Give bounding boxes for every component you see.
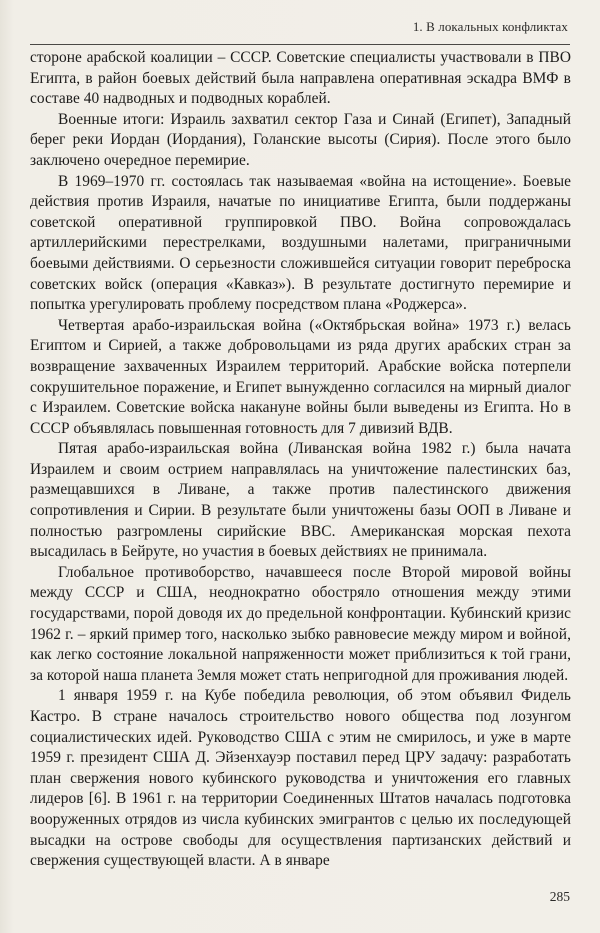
body-text [30, 48, 571, 872]
paragraph: Военные итоги: Израиль захватил сектор Газа и Синай (Египет), Западный берег реки Иордан (Иордания), Голанские высоты (Сирия). После этого было заключено очередное перемирие. [30, 110, 571, 169]
running-title: 1. В локальных конфликтах [412, 19, 568, 34]
paragraph: Четвертая арабо-израильская война («Октябрьская война» 1973 г.) велась Египтом и Сирией, а также добровольцами из ряда других арабских стран за возвращение захваченных Израилем территорий. Арабские войска потерпели сокрушительное поражение, и Египет вынужденно согласился на мирный диалог с Израилем. Советские войска накануне войны были выведены из Египта. Но в СССР объявлялась повышенная готовность для 7 дивизий ВДВ. [30, 316, 571, 437]
paragraph: 1 января 1959 г. на Кубе победила революция, об этом объявил Фидель Кастро. В стране началось строительство нового общества под лозунгом социалистических идей. Руководство США с этим не смирилось, и уже в марте 1959 г. президент США Д. Эйзенхауэр поставил перед ЦРУ задачу: разработать план свержения нового кубинского руководства и уничтожения его главных лидеров [6]. В 1961 г. на территории Соединенных Штатов началась подготовка вооруженных отрядов из числа кубинских эмигрантов с целью их последующей высадки на острове свободы для осуществления партизанских действий и свержения существующей власти. А в январе [30, 687, 571, 870]
paragraph: стороне арабской коалиции – СССР. Советские специалисты участвовали в ПВО Египта, в район боевых действий была направлена оперативная эскадра ВМФ в составе 40 надводных и подводных кораблей. [30, 49, 571, 108]
page-number: 285 [549, 889, 570, 904]
paragraph: В 1969–1970 гг. состоялась так называемая «война на истощение». Боевые действия против Израиля, начатые по инициативе Египта, были поддержаны советской оперативной группировкой ПВО. Война сопровождалась артиллерийскими перестрелками, воздушными налетами, приграничными боевыми действиями. О серьезности сложившейся ситуации говорит переброска советских войск (операция «Кавказ»). В результате достигнуто перемирие и попытка урегулировать проблему посредством плана «Роджерса». [30, 172, 571, 314]
paragraph: Глобальное противоборство, начавшееся после Второй мировой войны между СССР и США, неоднократно обостряло отношения между этими государствами, порой доводя их до предельной конфронтации. Кубинский кризис 1962 г. – яркий пример того, насколько зыбко равновесие между миром и войной, как легко состояние локальной напряженности может приблизиться к той грани, за которой наша планета Земля может стать непригодной для проживания людей. [30, 563, 571, 684]
running-header [30, 14, 570, 45]
paragraph: Пятая арабо-израильская война (Ливанская война 1982 г.) была начата Израилем и своим острием направлялась на уничтожение палестинских баз, размещавшихся в Ливане, а также против палестинского движения сопротивления и Сирии. В результате были уничтожены базы ООП в Ливане и полностью разгромлены сирийские ВВС. Американская морская пехота высадилась в Бейруте, но участия в боевых действиях не принимала. [30, 440, 571, 561]
